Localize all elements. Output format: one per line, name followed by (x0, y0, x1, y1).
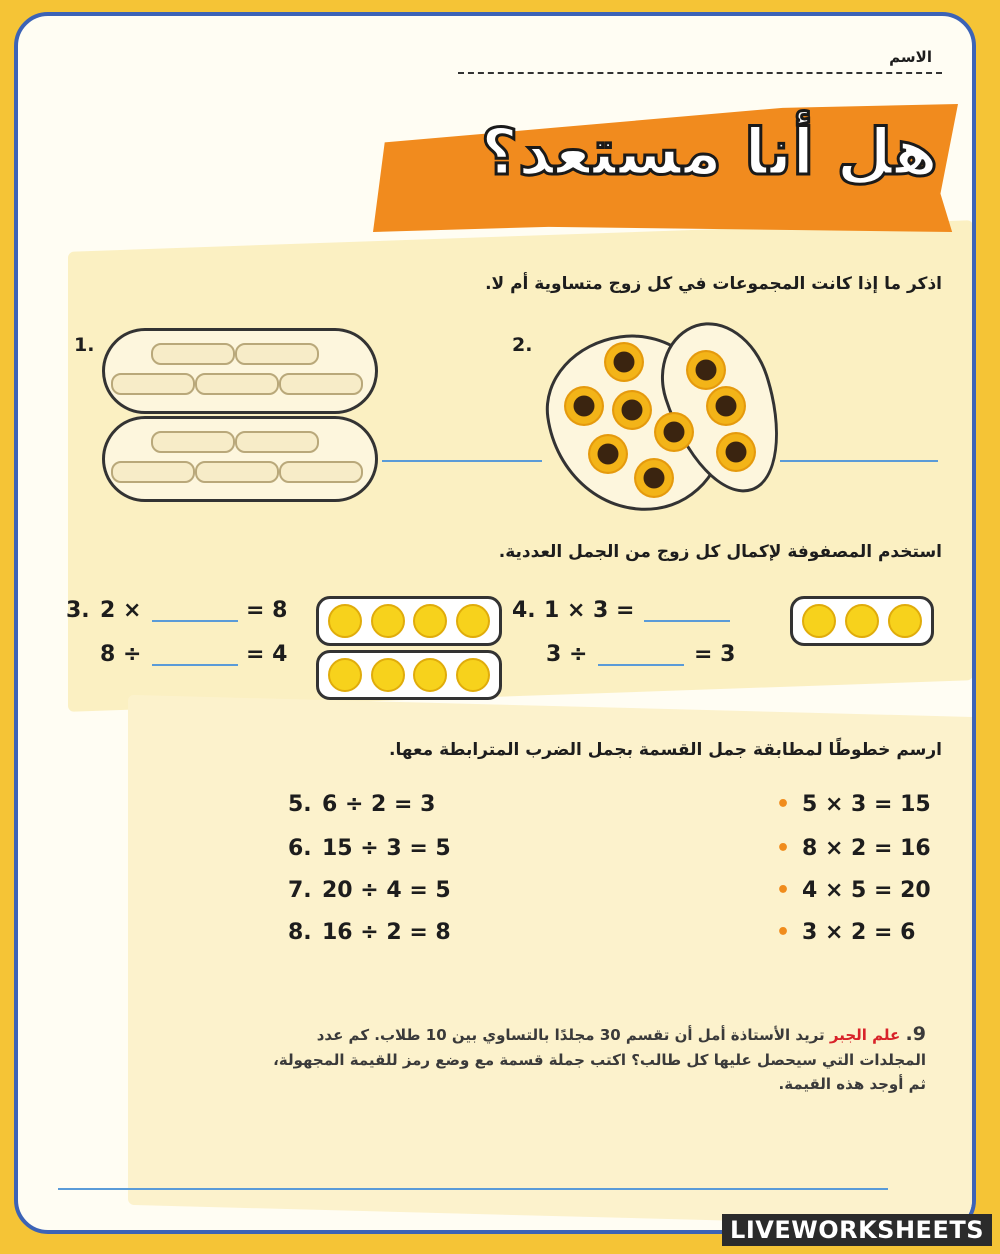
q9-line-1: تريد الأستاذة أمل أن تقسم 30 مجلدًا بالتساوي بين 10 طلاب. كم عدد (316, 1026, 825, 1044)
answer-line-q2[interactable] (780, 460, 938, 462)
multiplication-sentence[interactable]: 3 × 2 = 6 (802, 920, 916, 945)
name-label: الاسم (889, 48, 932, 66)
counter-row-q4 (790, 596, 934, 646)
counter-icon (328, 658, 362, 692)
counter-icon (413, 604, 447, 638)
q4-answer-1[interactable] (644, 620, 730, 622)
paperclip (195, 461, 279, 483)
q9-line-3: ثم أوجد هذه القيمة. (778, 1074, 926, 1093)
counter-icon (802, 604, 836, 638)
division-sentence[interactable]: 15 ÷ 3 = 5 (322, 836, 451, 861)
q3-left-2: 8 ÷ (100, 642, 142, 667)
page-title: هل أنا مستعد؟ (480, 116, 938, 190)
division-sentence[interactable]: 6 ÷ 2 = 3 (322, 792, 436, 817)
paperclip-group-top (102, 328, 378, 414)
paperclip-group-bottom (102, 416, 378, 502)
q4-left-1: 1 × 3 = (544, 598, 635, 623)
q3-answer-1[interactable] (152, 620, 238, 622)
sunflower-icon (716, 432, 756, 472)
sunflower-icon (686, 350, 726, 390)
q4-right-2: = 3 (694, 642, 736, 667)
counter-icon (371, 604, 405, 638)
answer-line-q9[interactable] (58, 1188, 888, 1190)
counter-icon (413, 658, 447, 692)
q3-right-1: = 8 (246, 598, 288, 623)
multiplication-sentence[interactable]: 8 × 2 = 16 (802, 836, 931, 861)
question-number-1: 1. (74, 334, 95, 356)
division-sentence[interactable]: 20 ÷ 4 = 5 (322, 878, 451, 903)
background-wash (128, 695, 976, 1227)
paperclip (235, 431, 319, 453)
section2-instruction: استخدم المصفوفة لإكمال كل زوج من الجمل العددية. (498, 542, 942, 562)
q4-answer-2[interactable] (598, 664, 684, 666)
question-number-6: 6. (288, 836, 312, 861)
paperclip (279, 373, 363, 395)
answer-line-q1[interactable] (382, 460, 542, 462)
q9-line-2: المجلدات التي سيحصل عليها كل طالب؟ اكتب جملة قسمة مع وضع رمز للقيمة المجهولة، (273, 1051, 926, 1070)
match-dot[interactable]: • (776, 878, 791, 903)
match-dot[interactable]: • (776, 836, 791, 861)
question-number-3: 3. (66, 598, 90, 623)
worksheet-frame (14, 12, 976, 1234)
q4-left-2: 3 ÷ (546, 642, 588, 667)
multiplication-sentence[interactable]: 4 × 5 = 20 (802, 878, 931, 903)
counter-icon (328, 604, 362, 638)
liveworksheets-logo: LIVEWORKSHEETS (722, 1214, 992, 1246)
sunflower-icon (706, 386, 746, 426)
sunflower-icon (654, 412, 694, 452)
division-sentence[interactable]: 16 ÷ 2 = 8 (322, 920, 451, 945)
match-dot[interactable]: • (776, 792, 791, 817)
paperclip (151, 431, 235, 453)
counter-icon (371, 658, 405, 692)
paperclip (111, 461, 195, 483)
q3-right-2: = 4 (246, 642, 288, 667)
paperclip (111, 373, 195, 395)
question-number-8: 8. (288, 920, 312, 945)
question-number-9: 9. (905, 1023, 926, 1045)
q3-answer-2[interactable] (152, 664, 238, 666)
paperclip (235, 343, 319, 365)
section1-instruction: اذكر ما إذا كانت المجموعات في كل زوج متساوية أم لا. (485, 274, 942, 294)
section3-instruction: ارسم خطوطًا لمطابقة جمل القسمة بجمل الضرب المترابطة معها. (388, 740, 942, 760)
question-number-4: 4. (512, 598, 536, 623)
paperclip (151, 343, 235, 365)
paperclip (279, 461, 363, 483)
counter-row-bottom (316, 650, 502, 700)
question-9 (66, 1020, 926, 1096)
question-number-2: 2. (512, 334, 533, 356)
sunflower-icon (564, 386, 604, 426)
name-line (458, 72, 942, 74)
q9-topic: علم الجبر (829, 1026, 901, 1044)
sunflower-icon (588, 434, 628, 474)
counter-row-top (316, 596, 502, 646)
multiplication-sentence[interactable]: 5 × 3 = 15 (802, 792, 931, 817)
sunflower-icon (612, 390, 652, 430)
question-number-5: 5. (288, 792, 312, 817)
question-number-7: 7. (288, 878, 312, 903)
counter-icon (888, 604, 922, 638)
sunflower-icon (634, 458, 674, 498)
paperclip (195, 373, 279, 395)
counter-icon (456, 658, 490, 692)
match-dot[interactable]: • (776, 920, 791, 945)
sunflower-icon (604, 342, 644, 382)
counter-icon (845, 604, 879, 638)
counter-icon (456, 604, 490, 638)
q3-left-1: 2 × (100, 598, 142, 623)
